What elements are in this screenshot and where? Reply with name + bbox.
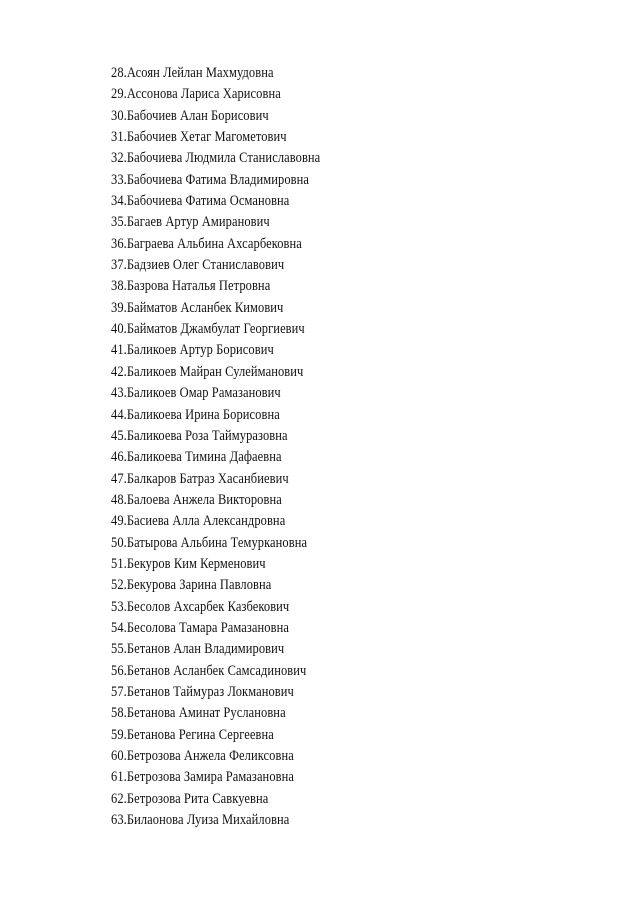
list-item: 32.Бабочиева Людмила Станиславовна [111, 150, 321, 167]
list-item: 53.Бесолов Ахсарбек Казбекович [111, 598, 290, 615]
list-item: 41.Баликоев Артур Борисович [111, 342, 274, 359]
list-item: 54.Бесолова Тамара Рамазановна [111, 619, 289, 636]
list-item: 60.Бетрозова Анжела Феликсовна [111, 748, 294, 764]
list-item: 38.Базрова Наталья Петровна [111, 278, 271, 295]
list-item: 55.Бетанов Алан Владимирович [111, 641, 285, 658]
list-item: 43.Баликоев Омар Рамазанович [111, 385, 281, 402]
list-item: 40.Байматов Джамбулат Георгиевич [111, 321, 305, 338]
list-item: 33.Бабочиева Фатима Владимировна [111, 171, 310, 188]
list-item: 35.Багаев Артур Амиранович [111, 214, 270, 231]
list-item: 29.Ассонова Лариса Харисовна [111, 86, 281, 103]
list-item: 56.Бетанов Асланбек Самсадинович [111, 662, 307, 679]
list-item: 45.Баликоева Роза Таймуразовна [111, 427, 288, 444]
list-item: 62.Бетрозова Рита Савкуевна [111, 790, 269, 807]
list-item: 30.Бабочиев Алан Борисович [111, 107, 269, 124]
list-item: 36.Баграева Альбина Ахсарбековна [111, 235, 302, 252]
list-item: 42.Баликоев Майран Сулейманович [111, 363, 304, 380]
list-item: 50.Батырова Альбина Темуркановна [111, 534, 308, 551]
list-item: 46.Баликоева Тимина Дафаевна [111, 449, 282, 466]
list-item: 48.Балоева Анжела Викторовна [111, 491, 282, 508]
list-item: 34.Бабочиева Фатима Османовна [111, 193, 290, 210]
list-item: 28.Асоян Лейлан Махмудовна [111, 65, 274, 81]
list-item: 59.Бетанова Регина Сергеевна [111, 726, 274, 743]
list-item: 31.Бабочиев Хетаг Магометович [111, 129, 287, 146]
list-item: 57.Бетанов Таймураз Локманович [111, 683, 294, 700]
list-item: 58.Бетанова Аминат Руслановна [111, 705, 286, 722]
list-item: 63.Билаонова Луиза Михайловна [111, 812, 290, 829]
list-item: 37.Бадзиев Олег Станиславович [111, 257, 285, 274]
list-item: 61.Бетрозова Замира Рамазановна [111, 769, 295, 786]
name-list [111, 63, 354, 831]
list-item: 39.Байматов Асланбек Кимович [111, 299, 284, 316]
list-item: 47.Балкаров Батраз Хасанбиевич [111, 470, 289, 487]
list-item: 51.Бекуров Ким Керменович [111, 555, 266, 572]
list-item: 49.Басиева Алла Александровна [111, 513, 286, 530]
list-item: 52.Бекурова Зарина Павловна [111, 577, 272, 594]
list-item: 44.Баликоева Ирина Борисовна [111, 406, 280, 423]
